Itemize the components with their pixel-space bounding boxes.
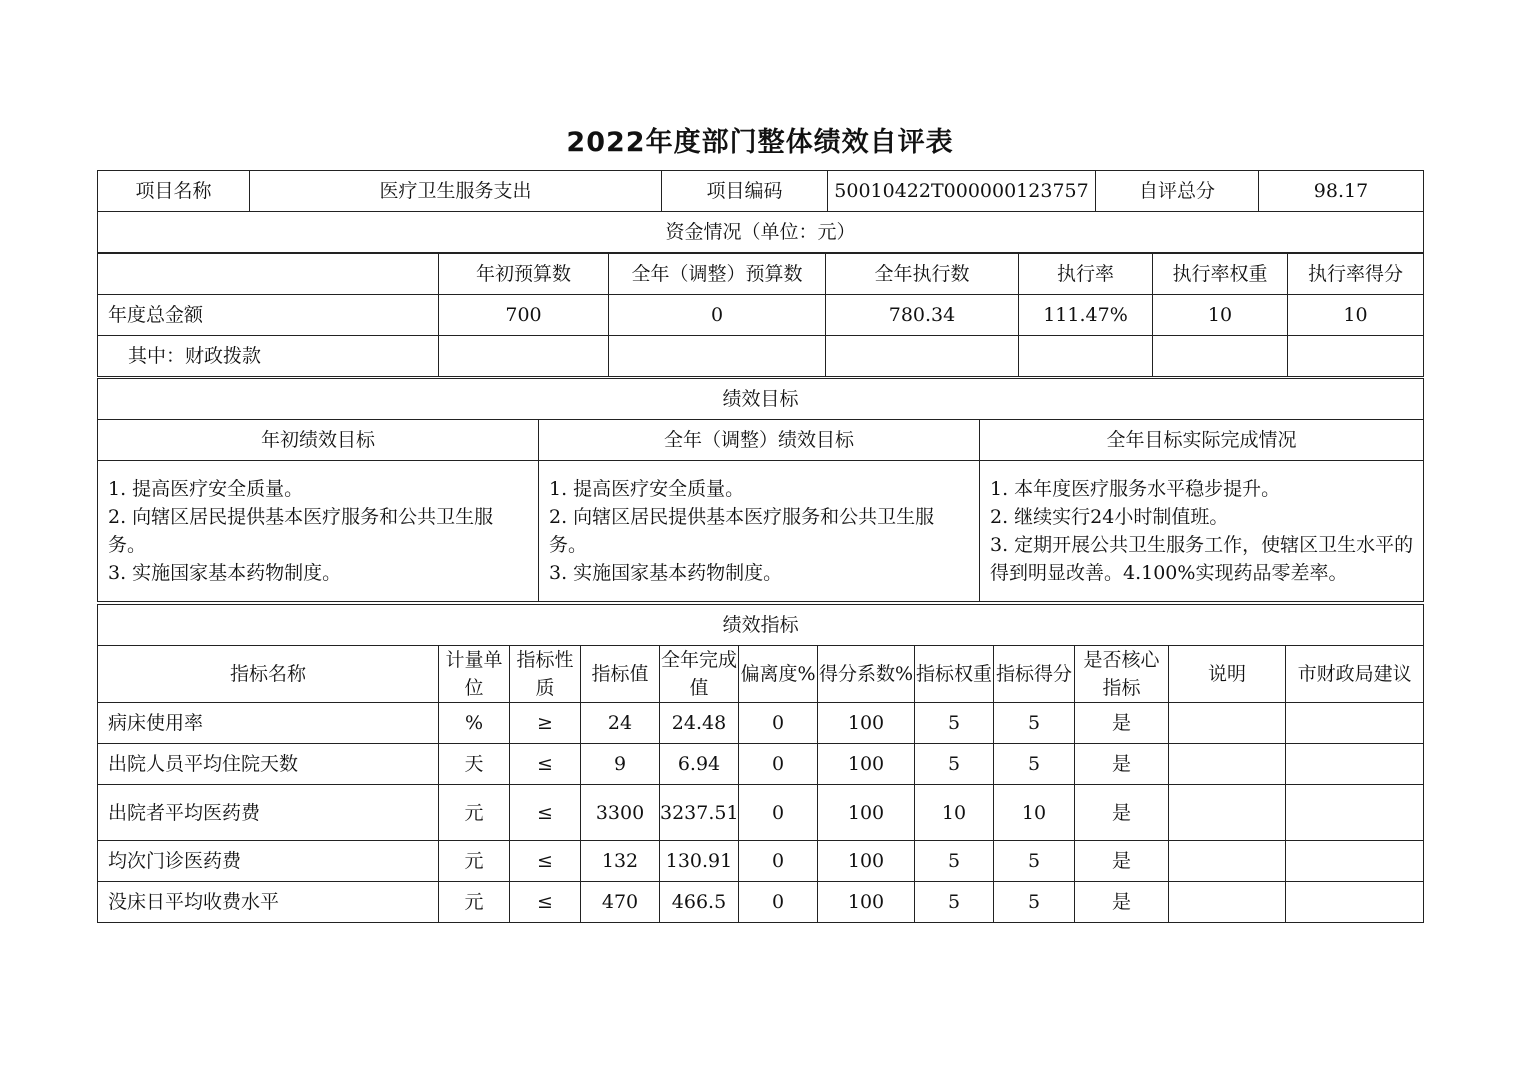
indicator-cell: 是 bbox=[1075, 744, 1169, 785]
score-value: 98.17 bbox=[1259, 171, 1424, 212]
indicator-cell bbox=[1169, 882, 1286, 923]
indicator-cell: 元 bbox=[439, 882, 510, 923]
indicator-name: 病床使用率 bbox=[98, 703, 439, 744]
project-info-row bbox=[98, 171, 1424, 212]
indicator-cell: 5 bbox=[915, 744, 994, 785]
funds-cell bbox=[609, 336, 826, 377]
indicator-cell: 100 bbox=[818, 703, 915, 744]
project-name-label: 项目名称 bbox=[98, 171, 250, 212]
indicator-cell: 24 bbox=[581, 703, 660, 744]
funds-row-label: 年度总金额 bbox=[98, 295, 439, 336]
goal-item: 1. 提高医疗安全质量。 bbox=[108, 478, 304, 500]
indicator-cell: ≤ bbox=[510, 744, 581, 785]
funds-header-cell: 全年（调整）预算数 bbox=[609, 254, 826, 295]
indicator-cell: 466.5 bbox=[660, 882, 739, 923]
indicator-cell: 是 bbox=[1075, 882, 1169, 923]
indicator-cell bbox=[1169, 785, 1286, 841]
indicator-cell: 5 bbox=[994, 882, 1075, 923]
funds-cell bbox=[826, 336, 1019, 377]
funds-cell: 780.34 bbox=[826, 295, 1019, 336]
indicator-cell: 0 bbox=[739, 785, 818, 841]
indicator-cell bbox=[1286, 882, 1424, 923]
goals-header-cell: 全年目标实际完成情况 bbox=[980, 420, 1424, 461]
indicator-cell: 470 bbox=[581, 882, 660, 923]
indicator-cell: 9 bbox=[581, 744, 660, 785]
funds-row-label: 其中：财政拨款 bbox=[98, 336, 439, 377]
indicator-cell bbox=[1169, 841, 1286, 882]
indicator-header-cell: 是否核心指标 bbox=[1075, 646, 1169, 703]
indicator-header-cell: 计量单位 bbox=[439, 646, 510, 703]
indicator-cell: 24.48 bbox=[660, 703, 739, 744]
goal-item: 2. 向辖区居民提供基本医疗服务和公共卫生服务。 bbox=[549, 506, 935, 556]
indicators-section-title: 绩效指标 bbox=[98, 605, 1424, 646]
indicator-header-cell: 指标权重 bbox=[915, 646, 994, 703]
funds-header-row bbox=[98, 254, 1424, 295]
goals-header-cell: 全年（调整）绩效目标 bbox=[539, 420, 980, 461]
indicator-cell: 100 bbox=[818, 882, 915, 923]
funds-header-cell: 执行率 bbox=[1019, 254, 1153, 295]
indicator-cell: 5 bbox=[915, 703, 994, 744]
indicator-cell: 元 bbox=[439, 785, 510, 841]
indicator-cell: % bbox=[439, 703, 510, 744]
adjusted-goals-cell bbox=[539, 461, 980, 602]
indicator-cell: 10 bbox=[994, 785, 1075, 841]
indicator-header-cell: 说明 bbox=[1169, 646, 1286, 703]
goal-item: 1. 本年度医疗服务水平稳步提升。 bbox=[990, 478, 1281, 500]
goal-item: 1. 提高医疗安全质量。 bbox=[549, 478, 745, 500]
indicator-header-cell: 偏离度% bbox=[739, 646, 818, 703]
funds-cell: 10 bbox=[1288, 295, 1424, 336]
funds-header-cell: 执行率权重 bbox=[1153, 254, 1288, 295]
indicator-cell: 是 bbox=[1075, 785, 1169, 841]
indicator-cell: 5 bbox=[994, 744, 1075, 785]
initial-goals-cell bbox=[98, 461, 539, 602]
indicator-cell: 元 bbox=[439, 841, 510, 882]
goal-item: 3. 实施国家基本药物制度。 bbox=[108, 562, 342, 584]
indicator-name: 出院者平均医药费 bbox=[98, 785, 439, 841]
indicator-cell: ≤ bbox=[510, 785, 581, 841]
indicator-header-cell: 指标性质 bbox=[510, 646, 581, 703]
indicator-cell: ≤ bbox=[510, 841, 581, 882]
indicator-cell: 10 bbox=[915, 785, 994, 841]
funds-header-cell bbox=[98, 254, 439, 295]
indicator-name: 没床日平均收费水平 bbox=[98, 882, 439, 923]
indicator-cell: 5 bbox=[994, 841, 1075, 882]
indicator-cell bbox=[1169, 703, 1286, 744]
indicator-cell: 是 bbox=[1075, 703, 1169, 744]
indicator-cell: 100 bbox=[818, 841, 915, 882]
indicator-cell: 0 bbox=[739, 841, 818, 882]
indicator-cell: 5 bbox=[915, 882, 994, 923]
indicator-header-cell: 指标值 bbox=[581, 646, 660, 703]
indicator-header-cell: 市财政局建议 bbox=[1286, 646, 1424, 703]
indicator-rows bbox=[98, 703, 1424, 923]
indicators-section-row bbox=[98, 605, 1424, 646]
funds-header-cell: 全年执行数 bbox=[826, 254, 1019, 295]
indicator-cell bbox=[1286, 744, 1424, 785]
indicators-header-row bbox=[98, 646, 1424, 703]
indicator-cell: ≥ bbox=[510, 703, 581, 744]
funds-cell: 10 bbox=[1153, 295, 1288, 336]
project-code-label: 项目编码 bbox=[662, 171, 828, 212]
indicator-cell: 100 bbox=[818, 744, 915, 785]
indicators-table bbox=[97, 604, 1424, 923]
indicator-header-cell: 指标得分 bbox=[994, 646, 1075, 703]
funds-row-fiscal bbox=[98, 336, 1424, 377]
indicator-cell: 132 bbox=[581, 841, 660, 882]
indicator-row bbox=[98, 744, 1424, 785]
goal-item: 3. 实施国家基本药物制度。 bbox=[549, 562, 783, 584]
funds-cell bbox=[1019, 336, 1153, 377]
indicator-cell: 天 bbox=[439, 744, 510, 785]
funds-section-title: 资金情况（单位：元） bbox=[98, 212, 1424, 253]
project-code-value: 50010422T000000123757 bbox=[828, 171, 1096, 212]
indicator-cell: 0 bbox=[739, 744, 818, 785]
funds-cell: 0 bbox=[609, 295, 826, 336]
indicator-name: 出院人员平均住院天数 bbox=[98, 744, 439, 785]
page-title: 2022年度部门整体绩效自评表 bbox=[566, 127, 954, 158]
indicator-cell: 100 bbox=[818, 785, 915, 841]
goals-header-cell: 年初绩效目标 bbox=[98, 420, 539, 461]
indicator-row bbox=[98, 703, 1424, 744]
goals-section-title: 绩效目标 bbox=[98, 379, 1424, 420]
indicator-cell: 是 bbox=[1075, 841, 1169, 882]
goals-section-row bbox=[98, 379, 1424, 420]
funds-header-cell: 执行率得分 bbox=[1288, 254, 1424, 295]
indicator-cell: 5 bbox=[915, 841, 994, 882]
indicator-cell bbox=[1286, 703, 1424, 744]
indicator-cell bbox=[1169, 744, 1286, 785]
funds-cell: 111.47% bbox=[1019, 295, 1153, 336]
funds-cell bbox=[1153, 336, 1288, 377]
goal-item: 2. 向辖区居民提供基本医疗服务和公共卫生服务。 bbox=[108, 506, 494, 556]
actual-completion-cell bbox=[980, 461, 1424, 602]
indicator-cell: ≤ bbox=[510, 882, 581, 923]
funds-cell bbox=[439, 336, 609, 377]
funds-section-row bbox=[98, 212, 1424, 253]
score-label: 自评总分 bbox=[1096, 171, 1259, 212]
indicator-row bbox=[98, 882, 1424, 923]
goal-item: 3. 定期开展公共卫生服务工作，使辖区卫生水平的得到明显改善。4.100%实现药品零差率。 bbox=[990, 534, 1414, 584]
indicator-header-cell: 得分系数% bbox=[818, 646, 915, 703]
indicator-cell: 0 bbox=[739, 703, 818, 744]
indicator-row bbox=[98, 841, 1424, 882]
funds-cell: 700 bbox=[439, 295, 609, 336]
goals-content-row bbox=[98, 461, 1424, 602]
goal-item: 2. 继续实行24小时制值班。 bbox=[990, 506, 1229, 528]
funds-row-total bbox=[98, 295, 1424, 336]
funds-header-cell: 年初预算数 bbox=[439, 254, 609, 295]
indicator-cell: 6.94 bbox=[660, 744, 739, 785]
indicator-cell: 3300 bbox=[581, 785, 660, 841]
funds-cell bbox=[1288, 336, 1424, 377]
goals-table bbox=[97, 378, 1424, 602]
indicator-cell: 130.91 bbox=[660, 841, 739, 882]
indicator-header-cell: 全年完成值 bbox=[660, 646, 739, 703]
indicator-header-cell: 指标名称 bbox=[98, 646, 439, 703]
indicator-cell: 5 bbox=[994, 703, 1075, 744]
funds-table bbox=[97, 253, 1424, 377]
indicator-cell: 0 bbox=[739, 882, 818, 923]
indicator-row bbox=[98, 785, 1424, 841]
indicator-cell bbox=[1286, 785, 1424, 841]
indicator-cell bbox=[1286, 841, 1424, 882]
project-info-table bbox=[97, 170, 1424, 253]
project-name-value: 医疗卫生服务支出 bbox=[250, 171, 662, 212]
indicator-cell: 3237.51 bbox=[660, 785, 739, 841]
indicator-name: 均次门诊医药费 bbox=[98, 841, 439, 882]
goals-header-row bbox=[98, 420, 1424, 461]
